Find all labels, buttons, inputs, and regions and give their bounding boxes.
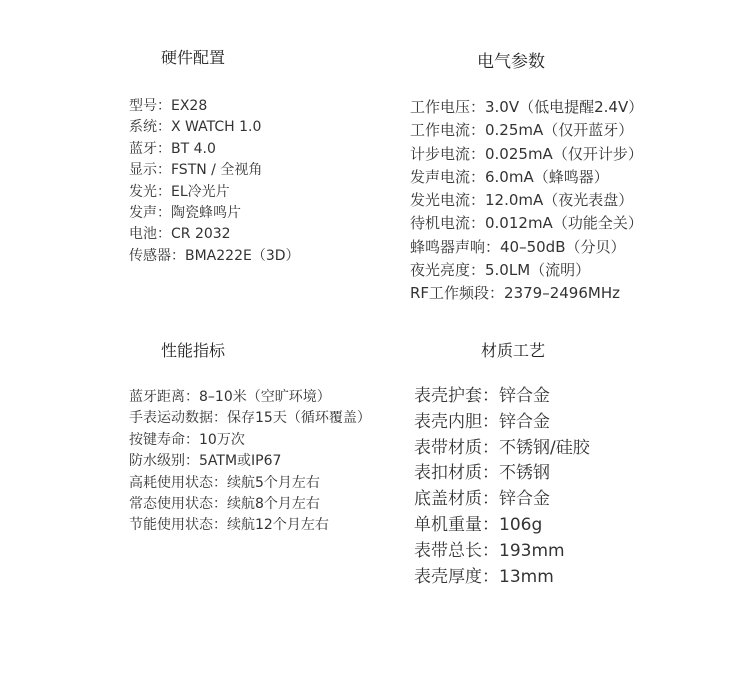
electrical-title: 电气参数 xyxy=(477,52,545,72)
spec-item: 防水级别：5ATM或IP67 xyxy=(129,453,282,470)
performance-title: 性能指标 xyxy=(161,341,226,360)
spec-item: 单机重量：106g xyxy=(414,514,543,535)
spec-item: 工作电压：3.0V（低电提醒2.4V） xyxy=(410,98,644,116)
spec-item: 夜光亮度：5.0LM（流明） xyxy=(410,261,591,280)
spec-item: 电池：CR 2032 xyxy=(129,226,231,243)
spec-item: 按键寿命：10万次 xyxy=(129,431,245,448)
spec-item: 工作电流：0.25mA（仅开蓝牙） xyxy=(410,121,634,140)
spec-item: 发光：EL冷光片 xyxy=(129,183,230,200)
spec-item: 蓝牙：BT 4.0 xyxy=(129,140,216,157)
spec-item: 表壳护套：锌合金 xyxy=(414,386,550,406)
spec-item: 待机电流：0.012mA（功能全关） xyxy=(410,214,643,233)
spec-item: 表扣材质：不锈钢 xyxy=(414,463,550,484)
spec-item: 发声：陶瓷蜂鸣片 xyxy=(129,205,241,222)
performance-spec-list xyxy=(129,387,371,537)
electrical-spec-list xyxy=(410,96,643,306)
spec-item: 发光电流：12.0mA（夜光表盘） xyxy=(410,191,634,210)
spec-item: 常态使用状态：续航8个月左右 xyxy=(129,496,320,513)
spec-item: 高耗使用状态：续航5个月左右 xyxy=(129,474,320,491)
hardware-title: 硬件配置 xyxy=(161,48,226,67)
spec-item: 蓝牙距离：8–10米（空旷环境） xyxy=(129,389,331,405)
spec-item: RF工作频段：2379–2496MHz xyxy=(410,284,620,303)
spec-item: 系统：X WATCH 1.0 xyxy=(129,119,262,136)
material-title: 材质工艺 xyxy=(481,341,546,360)
spec-item: 发声电流：6.0mA（蜂鸣器） xyxy=(410,167,609,186)
hardware-spec-list xyxy=(129,96,300,267)
spec-item: 蜂鸣器声响：40–50dB（分贝） xyxy=(410,237,626,256)
spec-item: 表带总长：193mm xyxy=(414,540,565,561)
spec-item: 表带材质：不锈钢/硅胶 xyxy=(414,437,590,458)
spec-item: 显示：FSTN / 全视角 xyxy=(129,162,263,179)
spec-item: 表壳内胆：锌合金 xyxy=(414,411,550,432)
spec-item: 传感器：BMA222E（3D） xyxy=(129,247,300,264)
spec-item: 节能使用状态：续航12个月左右 xyxy=(129,517,329,534)
material-spec-list xyxy=(414,384,590,590)
spec-item: 底盖材质：锌合金 xyxy=(414,489,550,510)
spec-item: 表壳厚度：13mm xyxy=(414,566,554,587)
spec-item: 手表运动数据：保存15天（循环覆盖） xyxy=(129,410,371,427)
spec-item: 型号：EX28 xyxy=(129,98,208,114)
spec-item: 计步电流：0.025mA（仅开计步） xyxy=(410,144,643,163)
